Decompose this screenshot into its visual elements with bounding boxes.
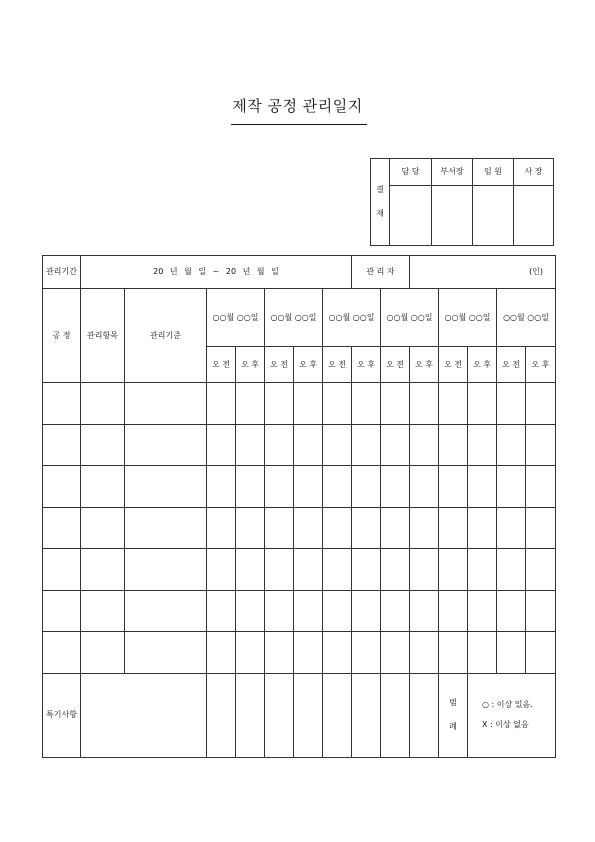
entry-cell[interactable]: [236, 549, 265, 591]
entry-cell[interactable]: [468, 507, 497, 549]
table-row: [43, 466, 556, 508]
entry-cell[interactable]: [526, 507, 556, 549]
entry-cell[interactable]: [265, 507, 294, 549]
entry-cell[interactable]: [497, 632, 526, 674]
entry-cell[interactable]: [265, 549, 294, 591]
remarks-cell[interactable]: [410, 673, 439, 757]
table-row: [43, 632, 556, 674]
entry-cell[interactable]: [323, 590, 352, 632]
remarks-field[interactable]: [81, 673, 207, 757]
entry-cell[interactable]: [265, 466, 294, 508]
entry-cell[interactable]: [352, 383, 381, 425]
entry-cell[interactable]: [439, 424, 468, 466]
entry-cell[interactable]: [236, 590, 265, 632]
approval-sign-staff[interactable]: [390, 186, 432, 246]
entry-cell[interactable]: [352, 424, 381, 466]
am-header: 오 전: [265, 347, 294, 383]
entry-cell[interactable]: [81, 424, 125, 466]
entry-cell[interactable]: [497, 466, 526, 508]
entry-cell[interactable]: [207, 424, 236, 466]
entry-cell[interactable]: [352, 507, 381, 549]
entry-cell[interactable]: [323, 466, 352, 508]
remarks-cell[interactable]: [381, 673, 410, 757]
entry-cell[interactable]: [381, 424, 410, 466]
entry-cell[interactable]: [468, 424, 497, 466]
pm-header: 오 후: [468, 347, 497, 383]
entry-cell[interactable]: [497, 507, 526, 549]
entry-cell[interactable]: [526, 632, 556, 674]
page-title: 제작 공정 관리일지: [232, 97, 363, 115]
entry-cell[interactable]: [265, 424, 294, 466]
entry-cell[interactable]: [323, 632, 352, 674]
entry-cell[interactable]: [207, 632, 236, 674]
entry-cell[interactable]: [468, 590, 497, 632]
seal-mark: (인): [529, 267, 544, 277]
date-header: ○○월 ○○일: [207, 289, 265, 347]
remarks-cell[interactable]: [323, 673, 352, 757]
entry-cell[interactable]: [352, 632, 381, 674]
pm-header: 오 후: [236, 347, 265, 383]
entry-cell[interactable]: [265, 383, 294, 425]
standard-header: 관리기준: [125, 289, 207, 383]
data-rows: [43, 383, 556, 674]
entry-cell[interactable]: [526, 549, 556, 591]
approval-header-president: 사 장: [514, 159, 554, 186]
entry-cell[interactable]: [81, 549, 125, 591]
approval-header-staff: 담 당: [390, 159, 432, 186]
process-header: 공 정: [43, 289, 81, 383]
entry-cell[interactable]: [439, 507, 468, 549]
entry-cell[interactable]: [468, 383, 497, 425]
remarks-cell[interactable]: [207, 673, 236, 757]
entry-cell[interactable]: [236, 507, 265, 549]
title-underline: [231, 124, 367, 125]
table-row: [43, 424, 556, 466]
pm-header: 오 후: [410, 347, 439, 383]
pm-header: 오 후: [352, 347, 381, 383]
entry-cell[interactable]: [468, 466, 497, 508]
entry-cell[interactable]: [125, 632, 207, 674]
entry-cell[interactable]: [468, 549, 497, 591]
entry-cell[interactable]: [526, 466, 556, 508]
approval-header-dept-head: 부서장: [432, 159, 473, 186]
entry-cell[interactable]: [125, 549, 207, 591]
entry-cell[interactable]: [81, 632, 125, 674]
entry-cell[interactable]: [294, 632, 323, 674]
am-header: 오 전: [497, 347, 526, 383]
entry-cell[interactable]: [439, 466, 468, 508]
entry-cell[interactable]: [43, 632, 81, 674]
am-header: 오 전: [323, 347, 352, 383]
entry-cell[interactable]: [410, 466, 439, 508]
entry-cell[interactable]: [207, 549, 236, 591]
approval-sign-dept-head[interactable]: [432, 186, 473, 246]
entry-cell[interactable]: [323, 549, 352, 591]
pm-header: 오 후: [526, 347, 556, 383]
entry-cell[interactable]: [236, 383, 265, 425]
entry-cell[interactable]: [207, 383, 236, 425]
entry-cell[interactable]: [410, 424, 439, 466]
item-header: 관리항목: [81, 289, 125, 383]
entry-cell[interactable]: [294, 424, 323, 466]
approval-header-executive: 임 원: [473, 159, 514, 186]
entry-cell[interactable]: [207, 590, 236, 632]
entry-cell[interactable]: [43, 424, 81, 466]
entry-cell[interactable]: [125, 424, 207, 466]
entry-cell[interactable]: [81, 507, 125, 549]
entry-cell[interactable]: [43, 466, 81, 508]
am-header: 오 전: [381, 347, 410, 383]
entry-cell[interactable]: [294, 507, 323, 549]
entry-cell[interactable]: [236, 424, 265, 466]
entry-cell[interactable]: [352, 590, 381, 632]
legend-label: 범 례: [439, 673, 468, 757]
manager-signature-field[interactable]: [410, 256, 556, 289]
entry-cell[interactable]: [381, 549, 410, 591]
entry-cell[interactable]: [352, 549, 381, 591]
entry-cell[interactable]: [352, 466, 381, 508]
entry-cell[interactable]: [497, 383, 526, 425]
am-header: 오 전: [207, 347, 236, 383]
entry-cell[interactable]: [381, 383, 410, 425]
am-header: 오 전: [439, 347, 468, 383]
entry-cell[interactable]: [497, 549, 526, 591]
entry-cell[interactable]: [207, 466, 236, 508]
entry-cell[interactable]: [439, 549, 468, 591]
entry-cell[interactable]: [81, 383, 125, 425]
table-row: [43, 507, 556, 549]
entry-cell[interactable]: [236, 632, 265, 674]
entry-cell[interactable]: [323, 507, 352, 549]
legend: [468, 673, 556, 757]
table-row: [43, 549, 556, 591]
entry-cell[interactable]: [294, 383, 323, 425]
entry-cell[interactable]: [125, 466, 207, 508]
entry-cell[interactable]: [125, 590, 207, 632]
entry-cell[interactable]: [381, 507, 410, 549]
legend-item-issue: ○ : 이상 있음.: [482, 700, 533, 710]
approval-sign-executive[interactable]: [473, 186, 514, 246]
approval-sign-president[interactable]: [514, 186, 554, 246]
legend-item-no-issue: X : 이상 없음: [482, 720, 529, 729]
manager-label: 관 리 자: [352, 256, 410, 289]
entry-cell[interactable]: [43, 590, 81, 632]
entry-cell[interactable]: [439, 632, 468, 674]
entry-cell[interactable]: [526, 590, 556, 632]
process-log-table: [42, 255, 556, 758]
entry-cell[interactable]: [439, 590, 468, 632]
entry-cell[interactable]: [265, 590, 294, 632]
remarks-cell[interactable]: [265, 673, 294, 757]
table-row: [43, 383, 556, 425]
date-header: ○○월 ○○일: [497, 289, 556, 347]
approval-side-label: 결 재: [371, 159, 390, 246]
pm-header: 오 후: [294, 347, 323, 383]
entry-cell[interactable]: [410, 549, 439, 591]
entry-cell[interactable]: [43, 549, 81, 591]
entry-cell[interactable]: [294, 549, 323, 591]
remarks-cell[interactable]: [294, 673, 323, 757]
entry-cell[interactable]: [381, 632, 410, 674]
entry-cell[interactable]: [43, 507, 81, 549]
entry-cell[interactable]: [125, 383, 207, 425]
period-label: 관리기간: [43, 256, 81, 289]
entry-cell[interactable]: [294, 590, 323, 632]
approval-box: [370, 158, 554, 246]
date-header: ○○월 ○○일: [381, 289, 439, 347]
remarks-cell[interactable]: [352, 673, 381, 757]
entry-cell[interactable]: [497, 590, 526, 632]
entry-cell[interactable]: [294, 466, 323, 508]
table-row: [43, 590, 556, 632]
entry-cell[interactable]: [410, 632, 439, 674]
period-value[interactable]: 20 년 월 일 ~ 20 년 월 일: [81, 256, 352, 289]
remarks-cell[interactable]: [236, 673, 265, 757]
entry-cell[interactable]: [81, 590, 125, 632]
entry-cell[interactable]: [43, 383, 81, 425]
date-header: ○○월 ○○일: [439, 289, 497, 347]
entry-cell[interactable]: [81, 466, 125, 508]
entry-cell[interactable]: [497, 424, 526, 466]
entry-cell[interactable]: [207, 507, 236, 549]
entry-cell[interactable]: [236, 466, 265, 508]
entry-cell[interactable]: [323, 383, 352, 425]
entry-cell[interactable]: [439, 383, 468, 425]
entry-cell[interactable]: [323, 424, 352, 466]
remarks-label: 특기사항: [43, 673, 81, 757]
entry-cell[interactable]: [381, 590, 410, 632]
entry-cell[interactable]: [410, 383, 439, 425]
entry-cell[interactable]: [265, 632, 294, 674]
date-header: ○○월 ○○일: [323, 289, 381, 347]
entry-cell[interactable]: [410, 507, 439, 549]
entry-cell[interactable]: [468, 632, 497, 674]
entry-cell[interactable]: [381, 466, 410, 508]
entry-cell[interactable]: [410, 590, 439, 632]
entry-cell[interactable]: [526, 424, 556, 466]
entry-cell[interactable]: [125, 507, 207, 549]
date-header: ○○월 ○○일: [265, 289, 323, 347]
entry-cell[interactable]: [526, 383, 556, 425]
